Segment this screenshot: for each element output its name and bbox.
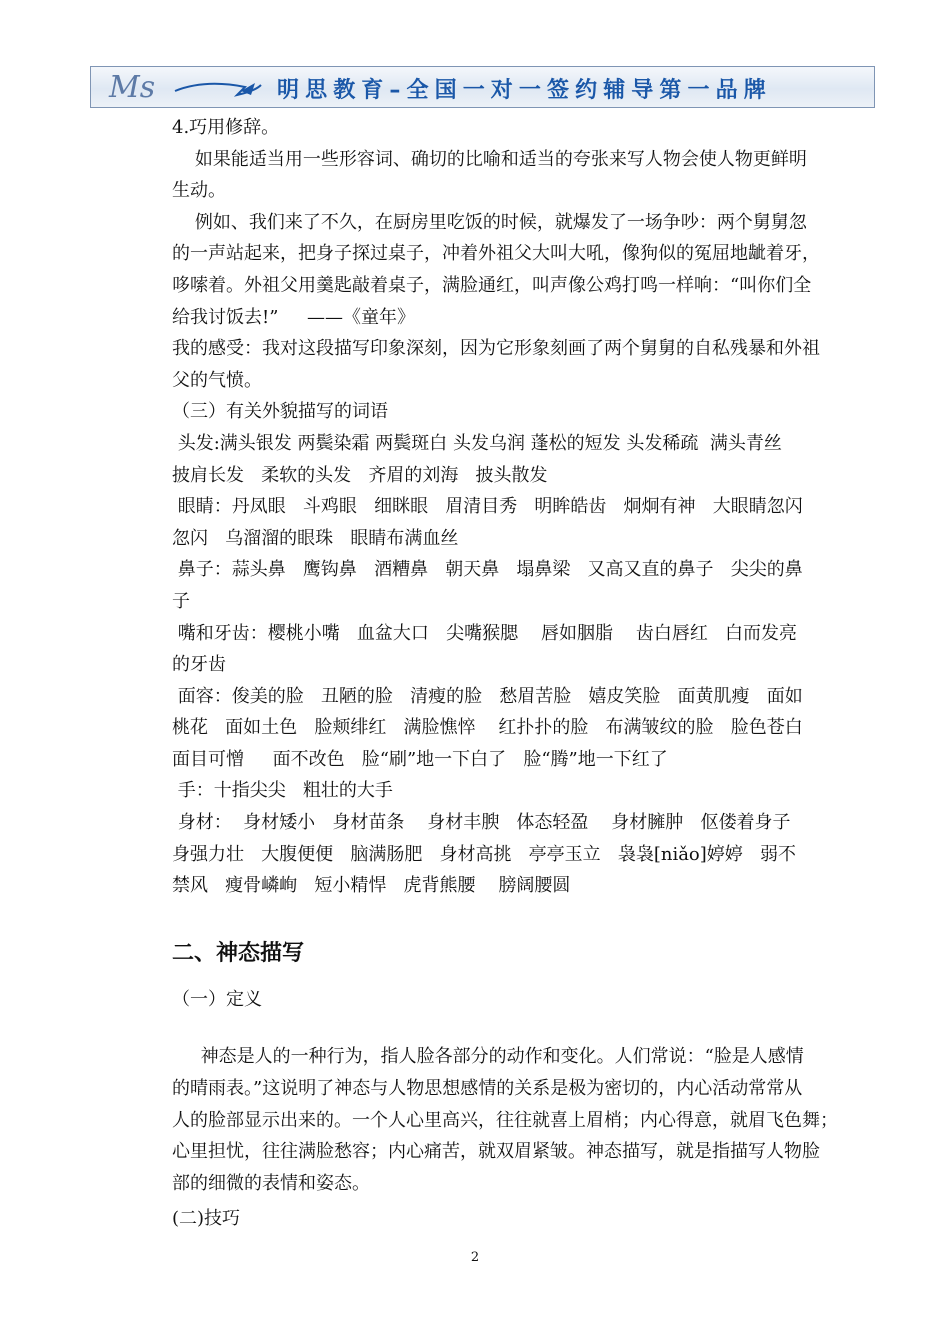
text-line: 手：十指尖尖 粗壮的大手 [172, 780, 393, 802]
text-line: 心里担忧，往往满脸愁容；内心痛苦，就双眉紧皱。神态描写，就是指描写人物脸 [172, 1141, 820, 1163]
text-line: 如果能适当用一些形容词、确切的比喻和适当的夸张来写人物会使人物更鲜明 [172, 148, 807, 170]
text-line: 忽闪 乌溜溜的眼珠 眼睛布满血丝 [172, 527, 459, 549]
text-line: 例如、我们来了不久，在厨房里吃饭的时候，就爆发了一场争吵：两个舅舅忽 [172, 211, 807, 233]
subsection-title: （三）有关外貌描写的词语 [172, 401, 388, 423]
subsection-title: （一）定义 [172, 988, 262, 1010]
text-line: 子 [172, 590, 190, 612]
text-line: 给我讨饭去!” ——《童年》 [172, 306, 416, 328]
text-line: 身材： 身材矮小 身材苗条 身材丰腴 体态轻盈 身材臃肿 伛偻着身子 [172, 812, 791, 834]
text-line: 眼睛：丹凤眼 斗鸡眼 细眯眼 眉清目秀 明眸皓齿 炯炯有神 大眼睛忽闪 [172, 496, 803, 518]
text-line: 哆嗦着。外祖父用羹匙敲着桌子，满脸通红，叫声像公鸡打鸣一样响：“叫你们全 [172, 274, 812, 296]
text-line: 面容：俊美的脸 丑陋的脸 清瘦的脸 愁眉苦脸 嬉皮笑脸 面黄肌瘦 面如 [172, 685, 803, 707]
text-line: 面目可憎 面不改色 脸“刷”地一下白了 脸“腾”地一下红了 [172, 748, 668, 770]
text-line: 人的脸部显示出来的。一个人心里高兴，往往就喜上眉梢；内心得意，就眉飞色舞； [172, 1109, 838, 1131]
text-line: 禁风 瘦骨嶙峋 短小精悍 虎背熊腰 膀阔腰圆 [172, 875, 571, 897]
page-number: 2 [470, 1250, 480, 1265]
text-line: 的一声站起来，把身子探过桌子，冲着外祖父大叫大吼，像狗似的冤屈地龇着牙， [172, 243, 820, 265]
text-line: 鼻子：蒜头鼻 鹰钩鼻 酒糟鼻 朝天鼻 塌鼻梁 又高又直的鼻子 尖尖的鼻 [172, 559, 803, 581]
subsection-title: (二)技巧 [172, 1208, 241, 1230]
document-body [172, 112, 862, 1235]
text-line: 披肩长发 柔软的头发 齐眉的刘海 披头散发 [172, 464, 548, 486]
brand-logo [105, 71, 265, 103]
text-line: 的晴雨表。”这说明了神态与人物思想感情的关系是极为密切的，内心活动常常从 [172, 1078, 803, 1100]
text-line: 头发:满头银发 两鬓染霜 两鬓斑白 头发乌润 蓬松的短发 头发稀疏 满头青丝 [172, 432, 782, 454]
text-line: 身强力壮 大腹便便 脑满肠肥 身材高挑 亭亭玉立 袅袅[niǎo]婷婷 弱不 [172, 843, 796, 865]
text-line: 的牙齿 [172, 654, 226, 676]
brand-slogan: 明思教育–全国一对一签约辅导第一品牌 [277, 78, 772, 103]
text-line: 桃花 面如土色 脸颊绯红 满脸憔悴 红扑扑的脸 布满皱纹的脸 脸色苍白 [172, 717, 803, 739]
text-line: 部的细微的表情和姿态。 [172, 1172, 370, 1194]
text-line: 父的气愤。 [172, 369, 262, 391]
text-line: 我的感受：我对这段描写印象深刻，因为它形象刻画了两个舅舅的自私残暴和外祖 [172, 338, 820, 360]
header-banner [90, 66, 875, 108]
section-heading: 二、神态描写 [172, 940, 305, 966]
text-line: 嘴和牙齿：樱桃小嘴 血盆大口 尖嘴猴腮 唇如胭脂 齿白唇红 白而发亮 [172, 622, 797, 644]
logo-text: Ms [109, 71, 156, 103]
text-line: 神态是人的一种行为，指人脸各部分的动作和变化。人们常说：“脸是人感情 [172, 1046, 804, 1068]
text-line: 生动。 [172, 180, 226, 202]
text-line: 4.巧用修辞。 [172, 117, 280, 138]
